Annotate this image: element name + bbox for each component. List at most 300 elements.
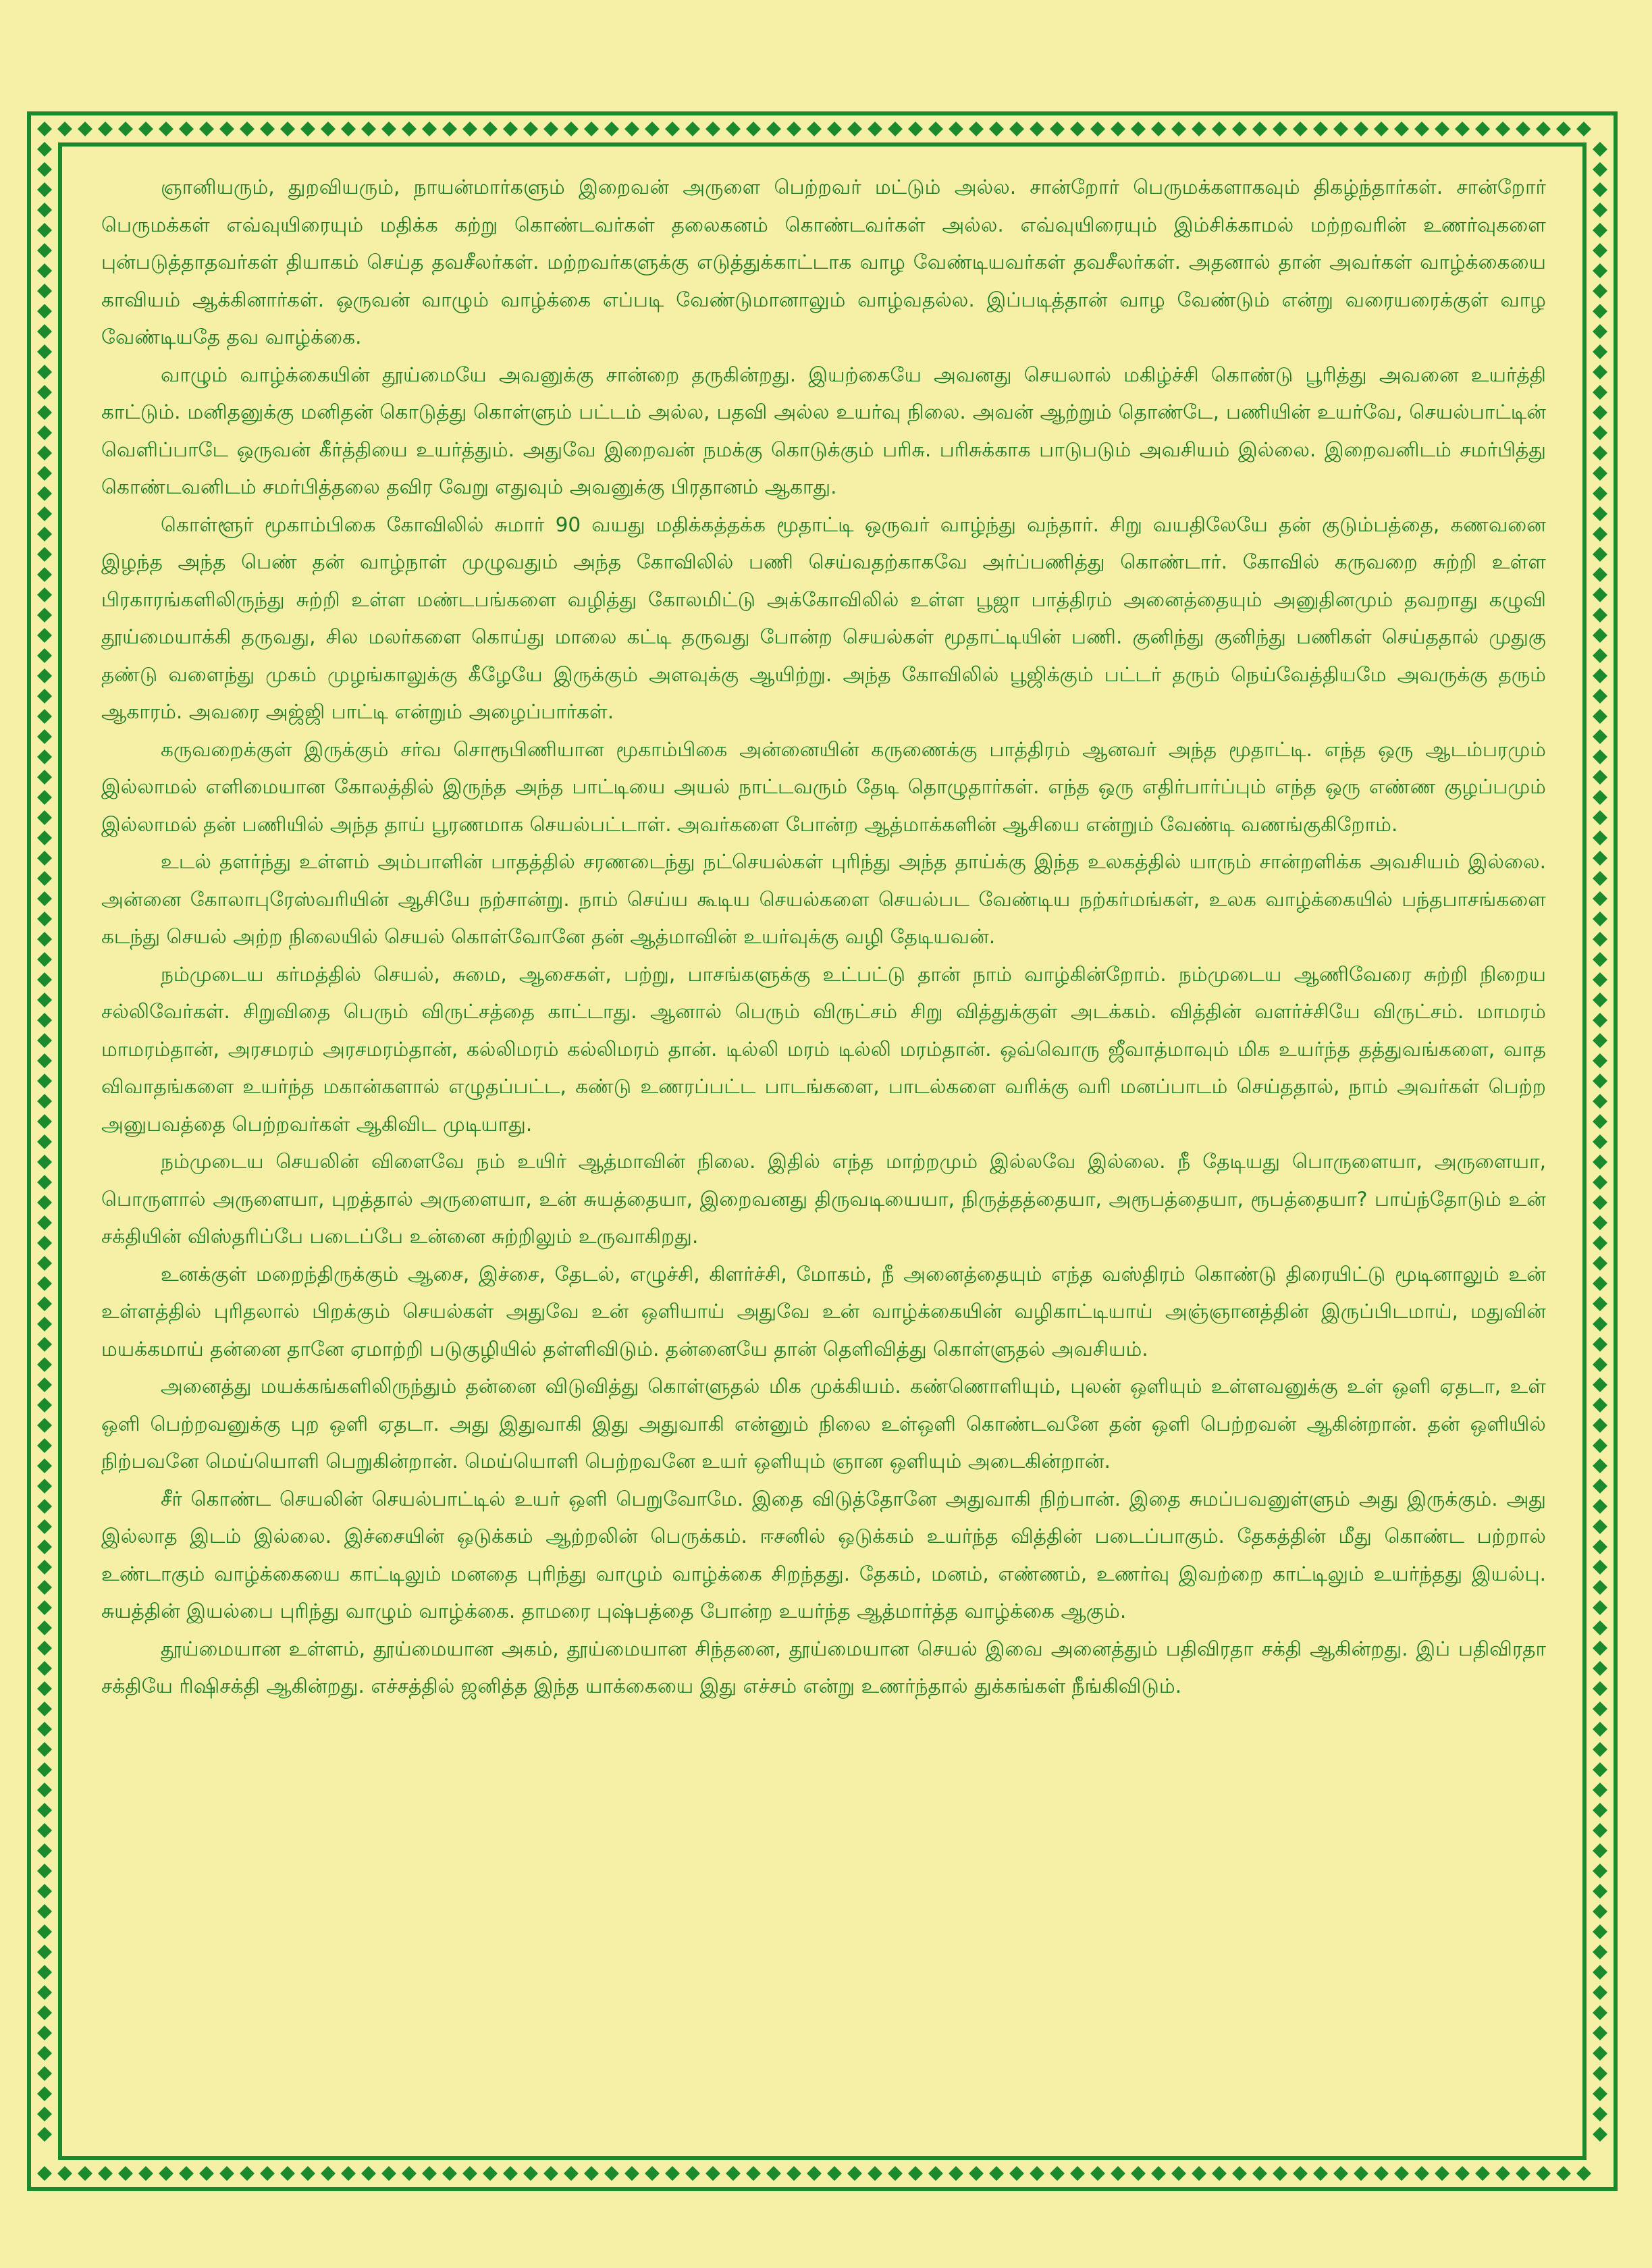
- diamond-ornament: [1009, 2166, 1024, 2181]
- diamond-ornament: [847, 122, 862, 136]
- diamond-ornament: [37, 385, 52, 400]
- diamond-ornament: [1593, 1864, 1607, 1878]
- diamond-ornament: [868, 122, 882, 136]
- diamond-ornament: [37, 1539, 52, 1554]
- diamond-ornament: [37, 1337, 52, 1352]
- paragraph-5: உடல் தளர்ந்து உள்ளம் அம்பாளின் பாதத்தில் சரணடைந்து நட்செயல்கள் புரிந்து அந்த தாய்க்கு இந்த உலகத்தில் யாரும் சான்றளிக்க அவசியம் இல்லை. அன்னை கோலாபுரேஸ்வரியின் ஆசியே நற்சான்று. நாம் செய்ய கூடிய செயல்களை செயல்பட வேண்டிய நற்கர்மங்கள், உலக வாழ்க்கையில் பந்தபாசங்களை கடந்து செயல் அற்ற நிலையில் செயல் கொள்வோனே தன் ஆத்மாவின் உயர்வுக்கு வழி தேடியவன்.: [101, 850, 1546, 948]
- diamond-ornament: [1232, 122, 1247, 136]
- paragraph-10: சீர் கொண்ட செயலின் செயல்பாட்டில் உயர் ஒளி பெறுவோமே. இதை விடுத்தோனே அதுவாகி நிற்பான். இதை சுமப்பவனுள்ளும் அது இருக்கும். அது இல்லாத இடம் இல்லை. இச்சையின் ஒடுக்கம் ஆற்றலின் பெருக்கம். ஈசனில் ஒடுக்கம் உயர்ந்த வித்தின் படைப்பாகும். தேகத்தின் மீது கொண்ட பற்றால் உண்டாகும் வாழ்க்கையை காட்டிலும் மனதை புரிந்து வாழும் வாழ்க்கை சிறந்தது. தேகம், மனம், எண்ணம், உணர்வு இவற்றை காட்டிலும் உயர்ந்தது இயல்பு. சுயத்தின் இயல்பை புரிந்து வாழும் வாழ்க்கை. தாமரை புஷ்பத்தை போன்ற உயர்ந்த ஆத்மார்த்த வாழ்க்கை ஆகும்.: [101, 1487, 1546, 1623]
- diamond-ornament: [78, 2166, 92, 2181]
- diamond-ornament: [1593, 648, 1607, 663]
- diamond-ornament: [37, 1985, 52, 2000]
- diamond-ornament: [1593, 1053, 1607, 1068]
- diamond-ornament: [138, 122, 153, 136]
- diamond-ornament: [179, 122, 194, 136]
- diamond-ornament: [584, 122, 599, 136]
- diamond-ornament: [1293, 2166, 1308, 2181]
- diamond-ornament: [1455, 2166, 1470, 2181]
- diamond-ornament: [381, 2166, 396, 2181]
- diamond-ornament: [564, 122, 579, 136]
- diamond-ornament: [1070, 122, 1085, 136]
- diamond-ornament: [37, 344, 52, 359]
- diamond-ornament: [1593, 749, 1607, 764]
- diamond-ornament: [280, 122, 295, 136]
- diamond-ornament: [1593, 1762, 1607, 1777]
- diamond-ornament: [159, 2166, 174, 2181]
- diamond-ornament: [584, 2166, 599, 2181]
- diamond-ornament: [523, 2166, 538, 2181]
- diamond-ornament: [1313, 2166, 1328, 2181]
- diamond-ornament: [37, 1114, 52, 1129]
- diamond-ornament: [989, 2166, 1004, 2181]
- diamond-ornament: [219, 122, 234, 136]
- diamond-ornament: [1593, 770, 1607, 785]
- diamond-ornament: [1593, 365, 1607, 379]
- diamond-ornament: [1593, 1580, 1607, 1595]
- diamond-ornament: [888, 122, 903, 136]
- diamond-ornament: [37, 1843, 52, 1858]
- diamond-ornament: [705, 2166, 720, 2181]
- diamond-ornament: [1593, 871, 1607, 886]
- diamond-ornament: [1435, 122, 1449, 136]
- diamond-ornament: [1593, 1702, 1607, 1716]
- diamond-ornament: [1593, 2026, 1607, 2040]
- diamond-ornament: [37, 263, 52, 278]
- diamond-ornament: [1593, 1945, 1607, 1959]
- diamond-ornament: [1192, 122, 1206, 136]
- diamond-ornament: [37, 243, 52, 258]
- diamond-ornament: [300, 2166, 315, 2181]
- diamond-ornament: [928, 122, 943, 136]
- diamond-ornament: [1536, 2166, 1551, 2181]
- diamond-ornament: [1593, 243, 1607, 258]
- diamond-ornament: [341, 2166, 356, 2181]
- diamond-ornament: [37, 162, 52, 177]
- diamond-ornament: [1593, 547, 1607, 562]
- diamond-ornament: [1593, 668, 1607, 683]
- diamond-ornament: [240, 2166, 255, 2181]
- diamond-ornament: [969, 2166, 984, 2181]
- diamond-ornament: [37, 810, 52, 825]
- diamond-ornament: [37, 1398, 52, 1413]
- diamond-ornament: [1593, 1641, 1607, 1656]
- diamond-ornament: [37, 1702, 52, 1716]
- diamond-ornament: [37, 1681, 52, 1696]
- diamond-ornament: [726, 2166, 741, 2181]
- diamond-ornament: [1593, 1458, 1607, 1473]
- diamond-ornament: [624, 2166, 639, 2181]
- diamond-ornament: [37, 1560, 52, 1575]
- diamond-ornament: [523, 122, 538, 136]
- diamond-ornament: [37, 952, 52, 967]
- diamond-ornament: [685, 122, 700, 136]
- diamond-ornament: [1495, 122, 1510, 136]
- diamond-ornament: [1593, 1722, 1607, 1737]
- diamond-ornament: [37, 1276, 52, 1291]
- diamond-ornament: [645, 122, 660, 136]
- diamond-ornament: [37, 749, 52, 764]
- diamond-ornament: [37, 122, 52, 136]
- diamond-ornament: [1593, 263, 1607, 278]
- diamond-ornament: [1593, 2005, 1607, 2020]
- diamond-ornament: [37, 2026, 52, 2040]
- diamond-ornament: [1516, 2166, 1530, 2181]
- diamond-ornament: [787, 122, 801, 136]
- diamond-ornament: [1593, 932, 1607, 947]
- diamond-ornament: [57, 122, 72, 136]
- diamond-ornament: [1414, 2166, 1429, 2181]
- diamond-ornament: [1593, 1519, 1607, 1534]
- diamond-ornament: [1090, 122, 1105, 136]
- diamond-ornament: [1593, 223, 1607, 238]
- diamond-ornament: [1593, 1256, 1607, 1271]
- diamond-ornament: [1593, 466, 1607, 481]
- diamond-ornament: [321, 122, 336, 136]
- diamond-ornament: [199, 2166, 214, 2181]
- diamond-ornament: [98, 2166, 113, 2181]
- diamond-ornament: [1232, 2166, 1247, 2181]
- diamond-ornament: [1293, 122, 1308, 136]
- diamond-ornament: [1171, 122, 1186, 136]
- diamond-ornament: [402, 2166, 417, 2181]
- diamond-ornament: [1593, 2127, 1607, 2142]
- article-body: [101, 169, 1546, 2144]
- diamond-ornament: [159, 122, 174, 136]
- diamond-ornament: [1212, 122, 1227, 136]
- diamond-ornament: [1536, 122, 1551, 136]
- diamond-ornament: [37, 1236, 52, 1250]
- diamond-ornament: [361, 122, 376, 136]
- diamond-ornament: [37, 1904, 52, 1919]
- paragraph-2: வாழும் வாழ்க்கையின் தூய்மையே அவனுக்கு சான்றை தருகின்றது. இயற்கையே அவனது செயலால் மகிழ்ச்சி கொண்டு பூரித்து அவனை உயர்த்தி காட்டும். மனிதனுக்கு மனிதன் கொடுத்து கொள்ளும் பட்டம் அல்ல, பதவி அல்ல உயர்வு நிலை. அவன் ஆற்றும் தொண்டே, பணியின் உயர்வே, செயல்பாட்டின் வெளிப்பாடே ஒருவன் கீர்த்தியை உயர்த்தும். அதுவே இறைவன் நமக்கு கொடுக்கும் பரிசு. பரிசுக்காக பாடுபடும் அவசியம் இல்லை. இறைவனிடம் சமர்பித்து கொண்டவனிடம் சமர்பித்தலை தவிர வேறு எதுவும் அவனுக்கு பிரதானம் ஆகாது.: [101, 363, 1546, 498]
- diamond-ornament: [908, 122, 923, 136]
- diamond-ornament: [1151, 122, 1166, 136]
- diamond-ornament: [37, 1519, 52, 1534]
- diamond-ornament: [624, 122, 639, 136]
- diamond-ornament: [381, 122, 396, 136]
- diamond-ornament: [1593, 1175, 1607, 1190]
- diamond-ornament: [37, 466, 52, 481]
- diamond-ornament: [1593, 1681, 1607, 1696]
- diamond-ornament: [37, 506, 52, 521]
- diamond-ornament: [37, 1053, 52, 1068]
- diamond-ornament: [37, 304, 52, 319]
- diamond-ornament: [1394, 2166, 1409, 2181]
- diamond-ornament: [37, 972, 52, 987]
- diamond-ornament: [949, 122, 963, 136]
- diamond-ornament: [503, 2166, 518, 2181]
- diamond-ornament: [1593, 709, 1607, 724]
- diamond-ornament: [1131, 122, 1146, 136]
- diamond-ornament: [37, 1296, 52, 1311]
- diamond-ornament: [1593, 1539, 1607, 1554]
- diamond-ornament: [1374, 2166, 1389, 2181]
- diamond-ornament: [37, 1965, 52, 1980]
- diamond-ornament: [1593, 1904, 1607, 1919]
- diamond-ornament: [503, 122, 518, 136]
- diamond-ornament: [1593, 1398, 1607, 1413]
- diamond-ornament: [1516, 122, 1530, 136]
- diamond-ornament: [807, 122, 822, 136]
- diamond-ornament: [37, 2046, 52, 2061]
- diamond-ornament: [1593, 1985, 1607, 2000]
- diamond-ornament: [37, 324, 52, 339]
- diamond-ornament: [1593, 1074, 1607, 1088]
- diamond-ornament: [1593, 993, 1607, 1007]
- diamond-ornament: [726, 122, 741, 136]
- paragraph-8: உனக்குள் மறைந்திருக்கும் ஆசை, இச்சை, தேடல், எழுச்சி, கிளர்ச்சி, மோகம், நீ அனைத்தையும் எந்த வஸ்திரம் கொண்டு திரையிட்டு மூடினாலும் உன் உள்ளத்தில் புரிதலால் பிறக்கும் செயல்கள் அதுவே உன் ஒளியாய் அதுவே உன் வாழ்க்கையின் வழிகாட்டியாய் அஞ்ஞானத்தின் இருப்பிடமாய், மதுவின் மயக்கமாய் தன்னை தானே ஏமாற்றி படுகுழியில் தள்ளிவிடும். தன்னையே தான் தெளிவித்து கொள்ளுதல் அவசியம்.: [101, 1262, 1546, 1361]
- diamond-ornament: [543, 122, 558, 136]
- diamond-ornament: [1593, 830, 1607, 845]
- diamond-ornament: [37, 1256, 52, 1271]
- diamond-ornament: [746, 122, 761, 136]
- diamond-ornament: [1593, 1276, 1607, 1291]
- diamond-ornament: [1593, 142, 1607, 157]
- diamond-ornament: [1333, 2166, 1348, 2181]
- diamond-ornament: [1593, 851, 1607, 866]
- diamond-ornament: [37, 2166, 52, 2181]
- diamond-ornament: [1090, 2166, 1105, 2181]
- diamond-ornament: [1151, 2166, 1166, 2181]
- diamond-ornament: [1435, 2166, 1449, 2181]
- diamond-ornament: [37, 405, 52, 420]
- diamond-ornament: [1333, 122, 1348, 136]
- diamond-ornament: [1009, 122, 1024, 136]
- diamond-ornament: [1593, 1843, 1607, 1858]
- diamond-ornament: [37, 871, 52, 886]
- diamond-ornament: [37, 1458, 52, 1473]
- diamond-ornament: [37, 567, 52, 582]
- diamond-ornament: [37, 1924, 52, 1939]
- diamond-ornament: [37, 587, 52, 602]
- diamond-ornament: [37, 891, 52, 906]
- paragraph-6: நம்முடைய கர்மத்தில் செயல், சுமை, ஆசைகள், பற்று, பாசங்களுக்கு உட்பட்டு தான் நாம் வாழ்கின்றோம். நம்முடைய ஆணிவேரை சுற்றி நிறைய சல்லிவேர்கள். சிறுவிதை பெரும் விருட்சத்தை காட்டாது. ஆனால் பெரும் விருட்சம் சிறு வித்துக்குள் அடக்கம். வித்தின் வளர்ச்சியே விருட்சம். மாமரம் மாமரம்தான், அரசமரம் அரசமரம்தான், கல்லிமரம் கல்லிமரம் தான். டில்லி மரம் டில்லி மரம்தான். ஒவ்வொரு ஜீவாத்மாவும் மிக உயர்ந்த தத்துவங்களை, வாத விவாதங்களை உயர்ந்த மகான்களால் எழுதப்பட்ட, கண்டு உணரப்பட்ட பாடங்களை, பாடல்களை வரிக்கு வரி மனப்பாடம் செய்ததால், நாம் அவர்கள் பெற்ற அனுபவத்தை பெற்றவர்கள் ஆகிவிட முடியாது.: [101, 962, 1546, 1136]
- diamond-ornament: [1593, 1742, 1607, 1757]
- diamond-ornament: [1593, 628, 1607, 643]
- diamond-ornament: [807, 2166, 822, 2181]
- diamond-ornament: [37, 527, 52, 542]
- paragraph-4: கருவறைக்குள் இருக்கும் சர்வ சொரூபிணியான மூகாம்பிகை அன்னையின் கருணைக்கு பாத்திரம் ஆனவர் அந்த மூதாட்டி. எந்த ஒரு ஆடம்பரமும் இல்லாமல் எளிமையான கோலத்தில் இருந்த அந்த பாட்டியை அயல் நாட்டவரும் தேடி தொழுதார்கள். எந்த ஒரு எதிர்பார்ப்பும் எந்த ஒரு எண்ண குழப்பமும் இல்லாமல் தன் பணியில் அந்த தாய் பூரணமாக செயல்பட்டாள். அவர்களை போன்ற ஆத்மாக்களின் ஆசியை என்றும் வேண்டி வணங்குகிறோம்.: [101, 737, 1546, 836]
- paragraph-11: தூய்மையான உள்ளம், தூய்மையான அகம், தூய்மையான சிந்தனை, தூய்மையான செயல் இவை அனைத்தும் பதிவிரதா சக்தி ஆகின்றது. இப் பதிவிரதா சக்தியே ரிஷிசக்தி ஆகின்றது. எச்சத்தில் ஜனித்த இந்த யாக்கையை இது எச்சம் என்று உணர்ந்தால் துக்கங்கள் நீங்கிவிடும்.: [101, 1637, 1546, 1697]
- diamond-ornament: [1593, 1236, 1607, 1250]
- diamond-ornament: [37, 203, 52, 217]
- diamond-ornament: [1593, 1195, 1607, 1210]
- diamond-ornament: [280, 2166, 295, 2181]
- diamond-ornament: [37, 1317, 52, 1331]
- diamond-ornament: [1414, 122, 1429, 136]
- diamond-ornament: [1593, 2086, 1607, 2101]
- diamond-ornament: [1593, 972, 1607, 987]
- diamond-ornament: [1475, 122, 1490, 136]
- diamond-ornament: [665, 2166, 680, 2181]
- diamond-ornament: [1593, 1357, 1607, 1372]
- diamond-ornament: [37, 1013, 52, 1028]
- diamond-ornament: [199, 122, 214, 136]
- diamond-ornament: [1475, 2166, 1490, 2181]
- diamond-ornament: [1593, 1661, 1607, 1676]
- diamond-ornament: [1593, 162, 1607, 177]
- diamond-ornament: [37, 628, 52, 643]
- diamond-ornament: [300, 122, 315, 136]
- diamond-ornament: [1593, 587, 1607, 602]
- diamond-ornament: [1593, 1317, 1607, 1331]
- diamond-ornament: [37, 2127, 52, 2142]
- diamond-ornament: [1593, 1620, 1607, 1635]
- diamond-ornament: [98, 122, 113, 136]
- diamond-ornament: [240, 122, 255, 136]
- diamond-ornament: [361, 2166, 376, 2181]
- diamond-ornament: [1593, 284, 1607, 298]
- diamond-ornament: [1050, 2166, 1065, 2181]
- diamond-ornament: [37, 1195, 52, 1210]
- diamond-ornament: [1593, 304, 1607, 319]
- diamond-ornament: [37, 2066, 52, 2081]
- diamond-ornament: [1576, 122, 1591, 136]
- diamond-ornament: [442, 2166, 457, 2181]
- diamond-ornament: [422, 2166, 437, 2181]
- diamond-ornament: [1030, 2166, 1044, 2181]
- diamond-ornament: [1576, 2166, 1591, 2181]
- diamond-ornament: [685, 2166, 700, 2181]
- diamond-ornament: [1593, 324, 1607, 339]
- diamond-ornament: [1111, 122, 1125, 136]
- diamond-ornament: [37, 1357, 52, 1372]
- diamond-ornament: [37, 182, 52, 197]
- diamond-ornament: [1593, 1560, 1607, 1575]
- diamond-ornament: [908, 2166, 923, 2181]
- diamond-ornament: [1593, 1924, 1607, 1939]
- diamond-ornament: [37, 1499, 52, 1514]
- diamond-ornament: [37, 1661, 52, 1676]
- diamond-ornament: [57, 2166, 72, 2181]
- diamond-ornament: [1593, 729, 1607, 744]
- diamond-ornament: [260, 2166, 275, 2181]
- diamond-ornament: [1593, 912, 1607, 926]
- diamond-ornament: [746, 2166, 761, 2181]
- diamond-ornament: [1070, 2166, 1085, 2181]
- diamond-ornament: [1593, 1884, 1607, 1899]
- diamond-ornament: [1354, 2166, 1368, 2181]
- diamond-ornament: [37, 770, 52, 785]
- diamond-ornament: [1593, 1337, 1607, 1352]
- diamond-ornament: [949, 2166, 963, 2181]
- diamond-ornament: [37, 668, 52, 683]
- diamond-ornament: [1593, 1134, 1607, 1149]
- paragraph-1: ஞானியரும், துறவியரும், நாயன்மார்களும் இறைவன் அருளை பெற்றவர் மட்டும் அல்ல. சான்றோர் பெருமக்களாகவும் திகழ்ந்தார்கள். சான்றோர் பெருமக்கள் எவ்வுயிரையும் மதிக்க கற்று கொண்டவர்கள் தலைகனம் கொண்டவர்கள் அல்ல. எவ்வுயிரையும் இம்சிக்காமல் மற்றவரின் உணர்வுகளை புன்படுத்தாதவர்கள் தியாகம் செய்த தவசீலர்கள். மற்றவர்களுக்கு எடுத்துக்காட்டாக வாழ வேண்டியவர்கள் தவசீலர்கள். அதனால் தான் அவர்கள் வாழ்க்கையை காவியம் ஆக்கினார்கள். ஒருவன் வாழும் வாழ்க்கை எப்படி வேண்டுமானாலும் வாழ்வதல்ல. இப்படித்தான் வாழ வேண்டும் என்று வரையரைக்குள் வாழ வேண்டியதே தவ வாழ்க்கை.: [101, 176, 1546, 348]
- diamond-ornament: [462, 2166, 477, 2181]
- diamond-ornament: [1593, 1965, 1607, 1980]
- diamond-ornament: [827, 2166, 842, 2181]
- diamond-ornament: [1593, 1094, 1607, 1109]
- diamond-ornament: [37, 1641, 52, 1656]
- diamond-ornament: [483, 122, 498, 136]
- diamond-ornament: [1593, 2046, 1607, 2061]
- diamond-ornament: [37, 2107, 52, 2121]
- diamond-ornament: [1593, 1155, 1607, 1169]
- diamond-ornament: [37, 648, 52, 663]
- diamond-ornament: [37, 1155, 52, 1169]
- diamond-ornament: [1273, 122, 1287, 136]
- paragraph-3: கொள்ளூர் மூகாம்பிகை கோவிலில் சுமார் 90 வயது மதிக்கத்தக்க மூதாட்டி ஒருவர் வாழ்ந்து வந்தார். சிறு வயதிலேயே தன் குடும்பத்தை, கணவனை இழந்த அந்த பெண் தன் வாழ்நாள் முழுவதும் அந்த கோவிலில் பணி செய்வதற்காகவே அர்ப்பணித்து கொண்டார். கோவில் கருவறை சுற்றி உள்ள பிரகாரங்களிலிருந்து சுற்றி உள்ள மண்டபங்களை வழித்து கோலமிட்டு அக்கோவிலில் உள்ள பூஜா பாத்திரம் அனைத்தையும் அனுதினமும் தவறாது கழுவி தூய்மையாக்கி தருவது, சில மலர்களை கொய்து மாலை கட்டி தருவது போன்ற செயல்கள் மூதாட்டியின் பணி. குனிந்து குனிந்து பணிகள் செய்ததால் முதுகு தண்டு வளைந்து முகம் முழங்காலுக்கு கீழேயே இருக்கும் அளவுக்கு ஆயிற்று. அந்த கோவிலில் பூஜிக்கும் பட்டர் தரும் நெய்வேத்தியமே அவருக்கு தரும் ஆகாரம். அவரை அஜ்ஜி பாட்டி என்றும் அழைப்பார்கள்.: [101, 512, 1546, 723]
- diamond-ornament: [37, 1438, 52, 1453]
- diamond-ornament: [37, 912, 52, 926]
- diamond-ornament: [37, 1418, 52, 1433]
- diamond-ornament: [868, 2166, 882, 2181]
- diamond-ornament: [1593, 1033, 1607, 1048]
- diamond-ornament: [37, 1479, 52, 1494]
- diamond-ornament: [1593, 446, 1607, 460]
- diamond-ornament: [1593, 203, 1607, 217]
- diamond-ornament: [1131, 2166, 1146, 2181]
- diamond-ornament: [37, 689, 52, 704]
- diamond-ornament: [37, 1945, 52, 1959]
- diamond-ornament: [1593, 182, 1607, 197]
- diamond-ornament: [37, 1033, 52, 1048]
- diamond-ornament: [1593, 1215, 1607, 1230]
- paragraph-7: நம்முடைய செயலின் விளைவே நம் உயிர் ஆத்மாவின் நிலை. இதில் எந்த மாற்றமும் இல்லவே இல்லை. நீ தேடியது பொருளையா, அருளையா, பொருளால் அருளையா, புறத்தால் அருளையா, உன் சுயத்தையா, இறைவனது திருவடியையா, நிருத்தத்தையா, அரூபத்தையா, ரூபத்தையா? பாய்ந்தோடும் உன் சக்தியின் விஸ்தரிப்பே படைப்பே உன்னை சுற்றிலும் உருவாகிறது.: [101, 1150, 1546, 1248]
- diamond-ornament: [1593, 1013, 1607, 1028]
- diamond-ornament: [37, 830, 52, 845]
- diamond-ornament: [37, 1884, 52, 1899]
- diamond-ornament: [1593, 2107, 1607, 2121]
- diamond-ornament: [1593, 385, 1607, 400]
- diamond-ornament: [1111, 2166, 1125, 2181]
- diamond-ornament: [543, 2166, 558, 2181]
- diamond-ornament: [422, 122, 437, 136]
- diamond-ornament: [1593, 1600, 1607, 1615]
- diamond-ornament: [37, 729, 52, 744]
- diamond-ornament: [37, 486, 52, 501]
- diamond-ornament: [1593, 608, 1607, 623]
- diamond-ornament: [1593, 1418, 1607, 1433]
- diamond-ornament: [1556, 122, 1571, 136]
- diamond-ornament: [37, 284, 52, 298]
- diamond-ornament: [37, 1215, 52, 1230]
- diamond-ornament: [462, 122, 477, 136]
- paragraph-9: அனைத்து மயக்கங்களிலிருந்தும் தன்னை விடுவித்து கொள்ளுதல் மிக முக்கியம். கண்ணொளியும், புலன் ஒளியும் உள்ளவனுக்கு உள் ஒளி ஏதடா, உள் ஒளி பெற்றவனுக்கு புற ஒளி ஏதடா. அது இதுவாகி இது அதுவாகி என்னும் நிலை உள்ஒளி கொண்டவனே தன் ஒளி பெற்றவன் ஆகின்றான். தன் ஒளியில் நிற்பவனே மெய்யொளி பெறுகின்றான். மெய்யொளி பெற்றவனே உயர் ஒளியும் ஞான ஒளியும் அடைகின்றான்.: [101, 1375, 1546, 1473]
- diamond-ornament: [37, 1094, 52, 1109]
- diamond-ornament: [564, 2166, 579, 2181]
- diamond-ornament: [179, 2166, 194, 2181]
- diamond-ornament: [37, 142, 52, 157]
- diamond-ornament: [827, 122, 842, 136]
- diamond-ornament: [37, 2005, 52, 2020]
- diamond-ornament: [1593, 1377, 1607, 1392]
- diamond-ornament: [37, 932, 52, 947]
- diamond-ornament: [665, 122, 680, 136]
- diamond-ornament: [1171, 2166, 1186, 2181]
- diamond-ornament: [1593, 1783, 1607, 1797]
- diamond-ornament: [1273, 2166, 1287, 2181]
- diamond-ornament: [766, 2166, 781, 2181]
- diamond-ornament: [1374, 122, 1389, 136]
- diamond-ornament: [1313, 122, 1328, 136]
- diamond-ornament: [1593, 344, 1607, 359]
- diamond-ornament: [37, 1175, 52, 1190]
- diamond-ornament: [37, 1803, 52, 1818]
- diamond-ornament: [37, 1600, 52, 1615]
- diamond-ornament: [37, 1864, 52, 1878]
- diamond-ornament: [604, 122, 619, 136]
- diamond-ornament: [219, 2166, 234, 2181]
- diamond-ornament: [1593, 1438, 1607, 1453]
- diamond-ornament: [705, 122, 720, 136]
- diamond-ornament: [1593, 2066, 1607, 2081]
- diamond-ornament: [341, 122, 356, 136]
- diamond-ornament: [645, 2166, 660, 2181]
- diamond-ornament: [1593, 1296, 1607, 1311]
- diamond-ornament: [888, 2166, 903, 2181]
